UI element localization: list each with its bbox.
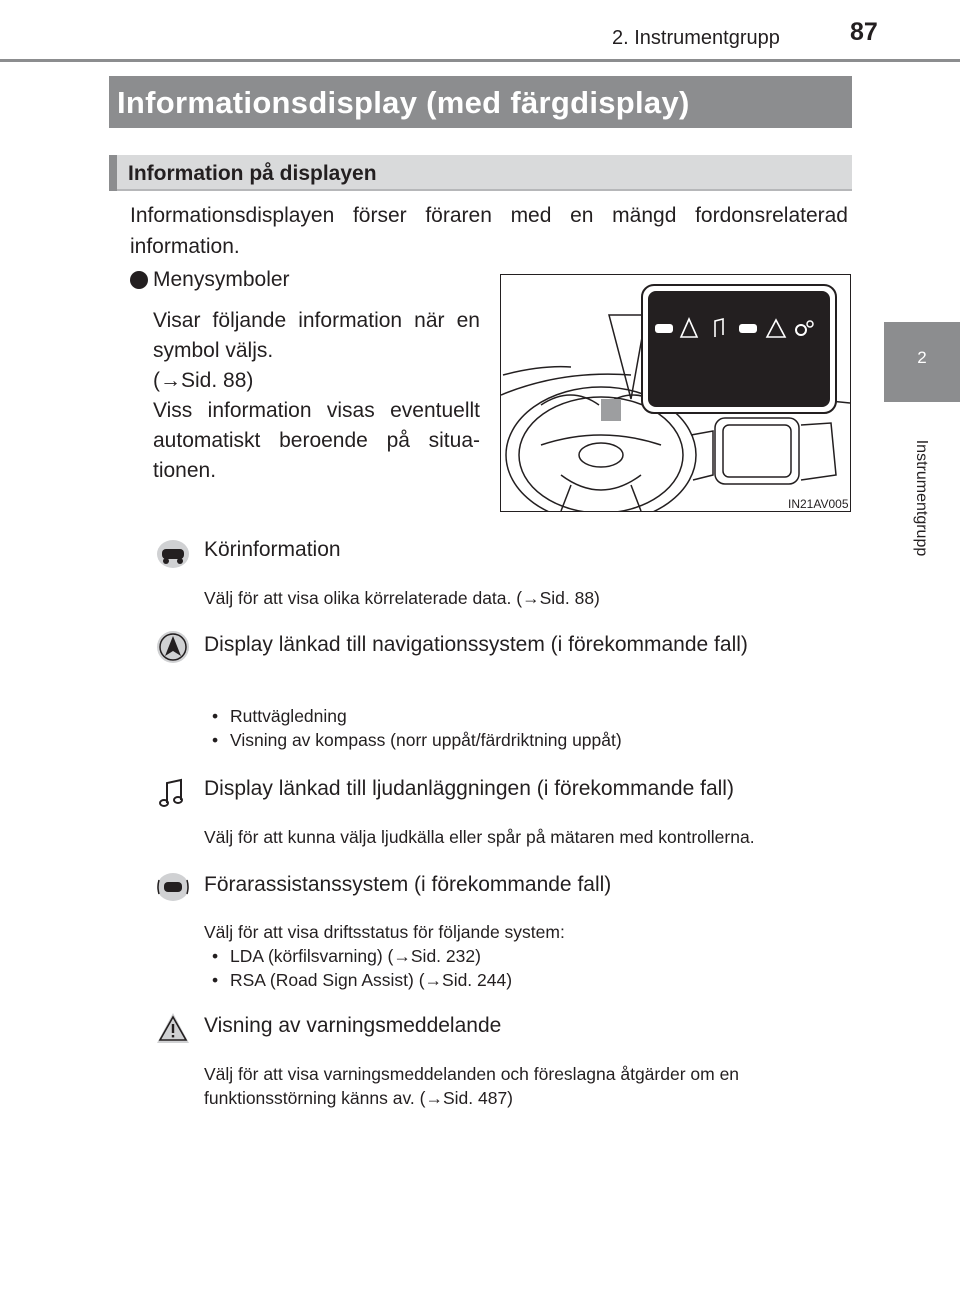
item-desc-korinformation: Välj för att visa olika körrelaterade data. (→Sid. 88) <box>204 588 600 608</box>
dashboard-drawing <box>501 275 850 511</box>
item-title-navigation: Display länkad till navigationssystem (i förekommande fall) <box>204 633 748 656</box>
item-desc-warning <box>204 1062 739 1110</box>
chapter-heading: 2. Instrumentgrupp <box>612 27 780 49</box>
driver-assist-bullets <box>212 944 512 992</box>
bullet-icon <box>130 271 148 289</box>
warning-desc-line-1: Välj för att visa varningsmeddelanden och föreslagna åtgärder om en <box>204 1064 740 1084</box>
section-accent <box>109 155 117 191</box>
page-title: Informationsdisplay (med färgdisplay) <box>117 85 690 120</box>
list-item: • LDA (körfilsvarning) (→Sid. 232) <box>212 944 512 968</box>
navigation-bullets <box>212 704 622 752</box>
section-title: Information på displayen <box>128 162 377 185</box>
warning-icon <box>156 1011 190 1045</box>
bullet-title: Menysymboler <box>153 268 290 291</box>
menu-desc-1: Visar följande information när en symbol väljs. <box>153 309 480 362</box>
item-title-warning: Visning av varningsmeddelande <box>204 1014 502 1037</box>
menu-desc-2: Viss information visas eventuellt automatiskt beroende på situa-tionen. <box>153 399 480 482</box>
header-rule <box>0 59 960 62</box>
menu-ref: →Sid. 88) <box>160 369 254 392</box>
dashboard-illustration <box>500 274 851 512</box>
menu-description <box>153 306 480 486</box>
driver-assist-icon <box>156 870 190 904</box>
list-item: • Ruttvägledning <box>212 704 622 728</box>
item-desc-audio: Välj för att kunna välja ljudkälla eller spår på mätaren med kontrollerna. <box>204 827 755 847</box>
navigation-icon <box>156 630 190 664</box>
menu-ref-open: ( <box>153 369 160 392</box>
page-number: 87 <box>850 18 878 46</box>
item-title-korinformation: Körinformation <box>204 538 341 561</box>
music-note-icon <box>156 776 190 810</box>
figure-id: IN21AV005 <box>788 497 849 511</box>
list-item: • Visning av kompass (norr uppåt/färdriktning uppåt) <box>212 728 622 752</box>
item-desc-driver-assist: Välj för att visa driftsstatus för följande system: <box>204 922 565 942</box>
intro-paragraph: Informationsdisplayen förser föraren med en mängd fordonsrelaterad information. <box>130 204 848 258</box>
list-item: • RSA (Road Sign Assist) (→Sid. 244) <box>212 968 512 992</box>
warning-desc-line-2: funktionsstörning känns av. (→Sid. 487) <box>204 1088 514 1108</box>
item-title-audio: Display länkad till ljudanläggningen (i förekommande fall) <box>204 777 734 800</box>
chapter-tab-number: 2 <box>917 348 927 367</box>
chapter-tab-label: Instrumentgrupp <box>913 439 930 557</box>
item-title-driver-assist: Förarassistanssystem (i förekommande fall) <box>204 873 612 896</box>
car-info-icon <box>156 537 190 571</box>
